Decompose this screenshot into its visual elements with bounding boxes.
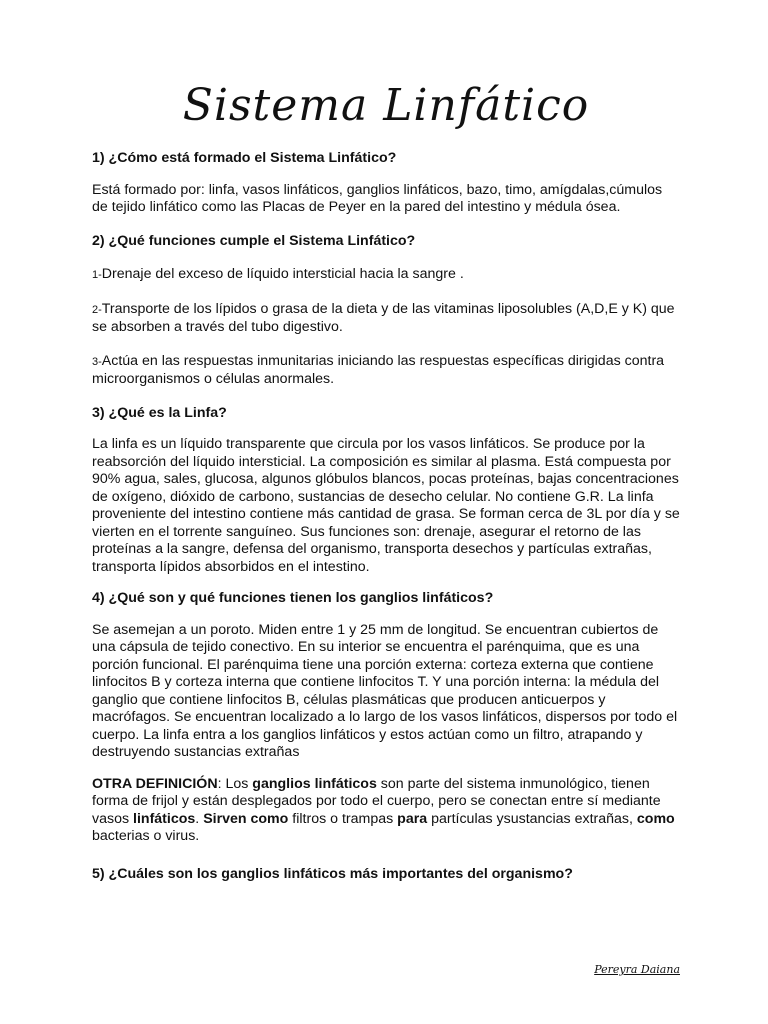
function-text-1: Drenaje del exceso de líquido intersticial hacia la sangre .	[101, 266, 464, 282]
function-text-3: Actúa en las respuestas inmunitarias iniciando las respuestas específicas dirigidas contra microorganismos o células anormales.	[92, 352, 665, 387]
other-definition-text-2: son parte del sistema inmunológico, tienen forma de frijol y están desplegados por todo el cuerpo, pero se conectan entre sí mediante vasos	[92, 775, 661, 827]
other-definition-text-6: bacterias o virus.	[92, 828, 200, 844]
question-5: 5) ¿Cuáles son los ganglios linfáticos más importantes del organismo?	[92, 865, 573, 882]
other-definition-bold-2: linfáticos	[133, 810, 196, 827]
question-3: 3) ¿Qué es la Linfa?	[92, 404, 227, 421]
function-number-2: 2-	[92, 303, 102, 316]
document-title: Sistema Linfático	[182, 80, 590, 131]
function-item-3	[92, 353, 680, 389]
question-1: 1) ¿Cómo está formado el Sistema Linfático?	[92, 150, 397, 166]
answer-3: La linfa es un líquido transparente que circula por los vasos linfáticos. Se produce por la reabsorción del líquido intersticial. La composición es similar al plasma. Está compuesta por 90% agua, sales, glucosa, algunos glóbulos blancos, pocas proteínas, bajas concentraciones de oxígeno, dióxido de carbono, sustancias de desecho celular. No contiene G.R. La linfa proveniente del intestino contiene más cantidad de grasa. Se forman cerca de 3L por día y se vierten en el torrente sanguíneo. Sus funciones son: drenaje, asegurar el retorno de las proteínas a la sangre, defensa del organismo, transporta desechos y partículas extrañas, transporta lípidos absorbidos en el intestino.	[92, 436, 680, 575]
other-definition-bold-4: para	[397, 810, 428, 827]
other-definition-text-4: filtros o trampas	[288, 810, 398, 827]
other-definition-label: OTRA DEFINICIÓN	[92, 775, 218, 792]
function-item-1	[92, 266, 680, 285]
answer-1: Está formado por: linfa, vasos linfáticos, ganglios linfáticos, bazo, timo, amígdalas,cúmulos de tejido linfático como las Placas de Peyer en la pared del intestino y médula ósea.	[92, 181, 663, 215]
question-2: 2) ¿Qué funciones cumple el Sistema Linfático?	[92, 232, 416, 249]
other-definition-bold-3: Sirven como	[203, 810, 289, 827]
function-text-2: Transporte de los lípidos o grasa de la dieta y de las vitaminas liposolubles (A,D,E y K) que se absorben a través del tubo digestivo.	[92, 300, 675, 335]
other-definition-text-3: .	[195, 810, 204, 827]
other-definition	[92, 776, 680, 846]
function-number-3: 3-	[92, 355, 102, 368]
function-number-1: 1-	[92, 269, 102, 281]
answer-4: Se asemejan a un poroto. Miden entre 1 y 25 mm de longitud. Se encuentran cubiertos de una cápsula de tejido conectivo. En su interior se encuentra el parénquima, que es una porción funcional. El parénquima tiene una porción externa: corteza externa que contiene linfocitos B y corteza interna que contiene linfocitos T. Y una porción interna: la médula del ganglio que contiene linfocitos B, células plasmáticas que producen anticuerpos y macrófagos. Se encuentran localizado a lo largo de los vasos linfáticos, dispersos por todo el cuerpo. La linfa entra a los ganglios linfáticos y estos actúan como un filtro, atrapando y destruyendo sustancias extrañas	[92, 621, 678, 760]
question-4: 4) ¿Qué son y qué funciones tienen los ganglios linfáticos?	[92, 590, 494, 606]
function-item-2	[92, 301, 680, 337]
other-definition-bold-5: como	[636, 810, 675, 827]
other-definition-bold-1: ganglios linfáticos	[252, 775, 377, 792]
other-definition-text-5: partículas ysustancias extrañas,	[427, 810, 637, 827]
other-definition-text-1: : Los	[217, 775, 253, 792]
author-footer: Pereyra Daiana	[594, 963, 680, 976]
